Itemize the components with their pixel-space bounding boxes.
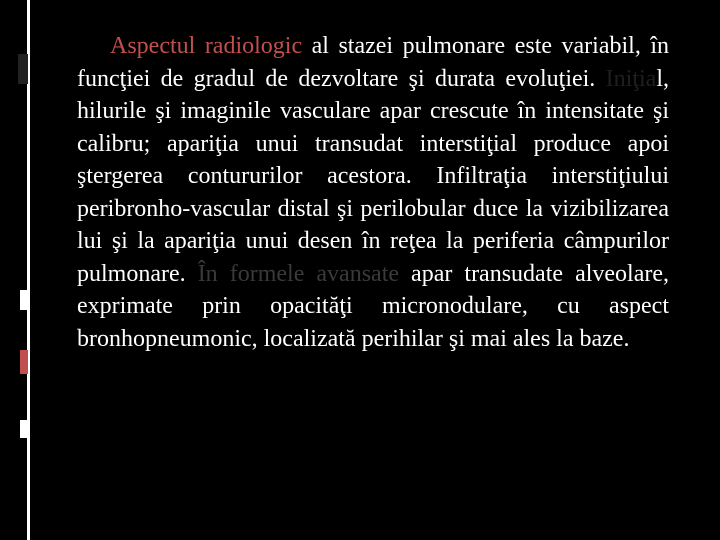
decorative-bar-dark (18, 54, 28, 84)
faded-phrase: În formele avansate (197, 260, 400, 287)
slide-body-paragraph (77, 30, 669, 355)
paragraph-text-3: apar transudate alveolare, exprimate prin opacităţi micronodulare, cu aspect bronhopneumonic, localizată perihilar şi mai ales la baze. (77, 260, 670, 352)
decorative-bar-light (20, 290, 28, 310)
paragraph-text-2: l, hilurile şi imaginile vasculare apar crescute în intensitate şi calibru; apariţia unui transudat interstiţial produce apoi ştergerea contururilor acestora. Infiltraţia interstiţiului peribronho-vascular distal şi perilobular duce la vizibilizarea lui şi la apariţia unui desen în reţea la periferia câmpurilor pulmonare. (77, 65, 669, 287)
dim-phrase: Iniţia (605, 65, 657, 92)
decorative-bar-red (20, 350, 28, 374)
accent-phrase: Aspectul radiologic (110, 33, 303, 59)
decorative-bar-light (20, 420, 28, 438)
paragraph-text-1: al stazei pulmonare este variabil, în funcţiei de gradul de dezvoltare şi durata evoluţiei. (77, 33, 669, 92)
